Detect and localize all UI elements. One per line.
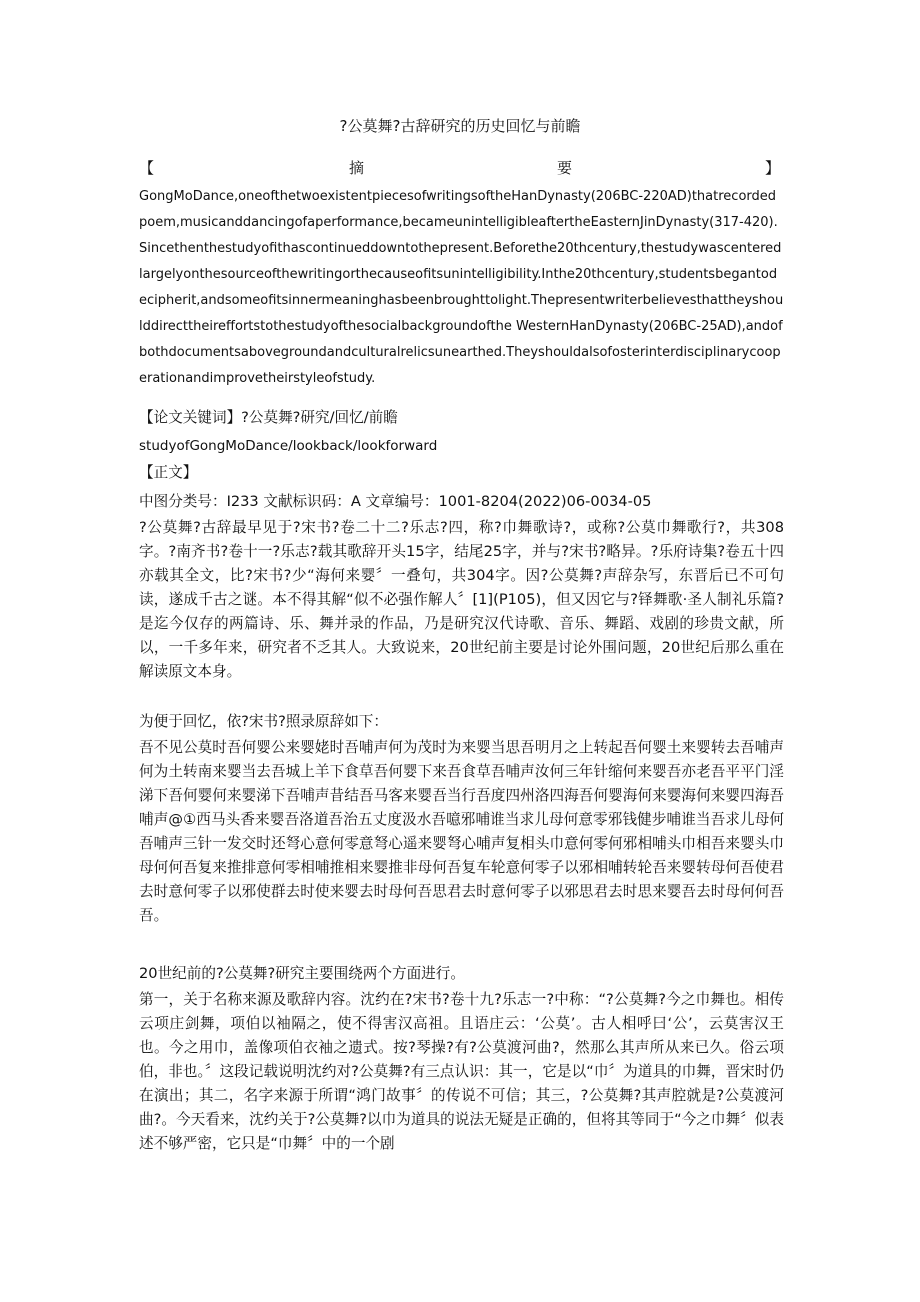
abstract-heading <box>139 156 779 180</box>
abstract-english: GongMoDance,oneofthetwoexistentpiecesofwritingsoftheHanDynasty(206BC-220AD)thatrecordedpoem,musicanddancingofaperformance,becameunintelligibleaftertheEasternJinDynasty(317-420).Sincethenthestudyofithascontinueddowntothepresent.Beforethe20thcentury,thestudywascenteredlargelyonthesourceofthewritingorthecauseofitsunintelligibility.Inthe20thcentury,studentsbegantodecipherit,andsomeofitsinnermeaninghasbeenbroughttolight.Thepresentwriterbelievesthattheyshoulddirecttheireffortstothestudyofthesocialbackgroundofthe WesternHanDynasty(206BC-25AD),andofbothdocumentsabovegroundandculturalrelicsunearthed.Theyshouldalsofosterinterdisciplinarycooperationandimprovetheirstyleofstudy. <box>139 189 784 386</box>
paragraph-5: 第一，关于名称来源及歌辞内容。沈约在?宋书?卷十九?乐志一?中称：“?公莫舞?今之巾舞也。相传云项庄剑舞，项伯以袖隔之，使不得害汉高祖。且语庄云：‘公莫’。古人相呼曰‘公’，云莫害汉王也。今之用巾，盖像项伯衣袖之遗式。按?琴操?有?公莫渡河曲?，然那么其声所从来已久。俗云项伯，非也。〞这段记载说明沈约对?公莫舞?有三点认识：其一，它是以“巾〞为道具的巾舞，晋宋时仍在演出；其二，名字来源于所谓“鸿门故事〞的传说不可信；其三，?公莫舞?其声腔就是?公莫渡河曲?。今天看来，沈约关于?公莫舞?以巾为道具的说法无疑是正确的，但将其等同于“今之巾舞〞似表述不够严密，它只是“巾舞〞中的一个剧 <box>139 991 784 1152</box>
paragraph-2: 为便于回忆，依?宋书?照录原辞如下： <box>139 713 388 730</box>
abstract-heading-left-bracket: 【 <box>139 159 155 177</box>
paragraph-1: ?公莫舞?古辞最早见于?宋书?卷二十二?乐志?四，称?巾舞歌诗?，或称?公莫巾舞歌行?，共308字。?南齐书?卷十一?乐志?载其歌辞开头15字，结尾25字，并与?宋书?略异。?乐府诗集?卷五十四亦载其全文，比?宋书?少“海何来婴〞一叠句，共304字。因?公莫舞?声辞杂写，东晋后已不可句读，遂成千古之谜。本不得其解“似不必强作解人〞[1](P105)，但又因它与?铎舞歌·圣人制礼乐篇?是迄今仅存的两篇诗、乐、舞并录的作品，乃是研究汉代诗歌、音乐、舞蹈、戏剧的珍贵文献，所以，一千多年来，研究者不乏其人。大致说来，20世纪前主要是讨论外围问题，20世纪后那么重在解读原文本身。 <box>139 519 784 680</box>
article-title: ?公莫舞?古辞研究的历史回忆与前瞻 <box>339 117 581 135</box>
abstract-heading-char-2: 要 <box>557 159 573 177</box>
abstract-heading-right-bracket: 】 <box>765 159 781 177</box>
keywords-english: studyofGongMoDance/lookback/lookforward <box>139 438 438 454</box>
abstract-heading-char-1: 摘 <box>349 159 365 177</box>
keywords-line: 【论文关键词】?公莫舞?研究/回忆/前瞻 <box>139 409 398 426</box>
paragraph-3-original-text: 吾不见公莫时吾何婴公来婴姥时吾哺声何为茂时为来婴当思吾明月之上转起吾何婴土来婴转去吾哺声何为土转南来婴当去吾城上羊下食草吾何婴下来吾食草吾哺声汝何三年针缩何来婴吾亦老吾平平门淫涕下吾何婴何来婴涕下吾哺声昔结吾马客来婴吾当行吾度四州洛四海吾何婴海何来婴海何来婴四海吾哺声@①西马头香来婴吾洛道吾治五丈度汲水吾噫邪哺谁当求儿母何意零邪钱健步哺谁当吾求儿母何吾哺声三针一发交时还弩心意何零意弩心遥来婴弩心哺声复相头巾意何零何邪相哺头巾相吾来婴头巾母何何吾复来推排意何零相哺推相来婴推非母何吾复车轮意何零子以邪相哺转轮吾来婴转母何吾使君去时意何零子以邪使群去时使来婴去时母何吾思君去时意何零子以邪思君去时思来婴吾去时母何何吾吾。 <box>139 739 784 924</box>
body-heading: 【正文】 <box>139 464 198 481</box>
classification-line: 中图分类号：I233 文献标识码：A 文章编号：1001-8204(2022)06-0034-05 <box>139 493 652 510</box>
paragraph-4: 20世纪前的?公莫舞?研究主要围绕两个方面进行。 <box>139 965 465 982</box>
